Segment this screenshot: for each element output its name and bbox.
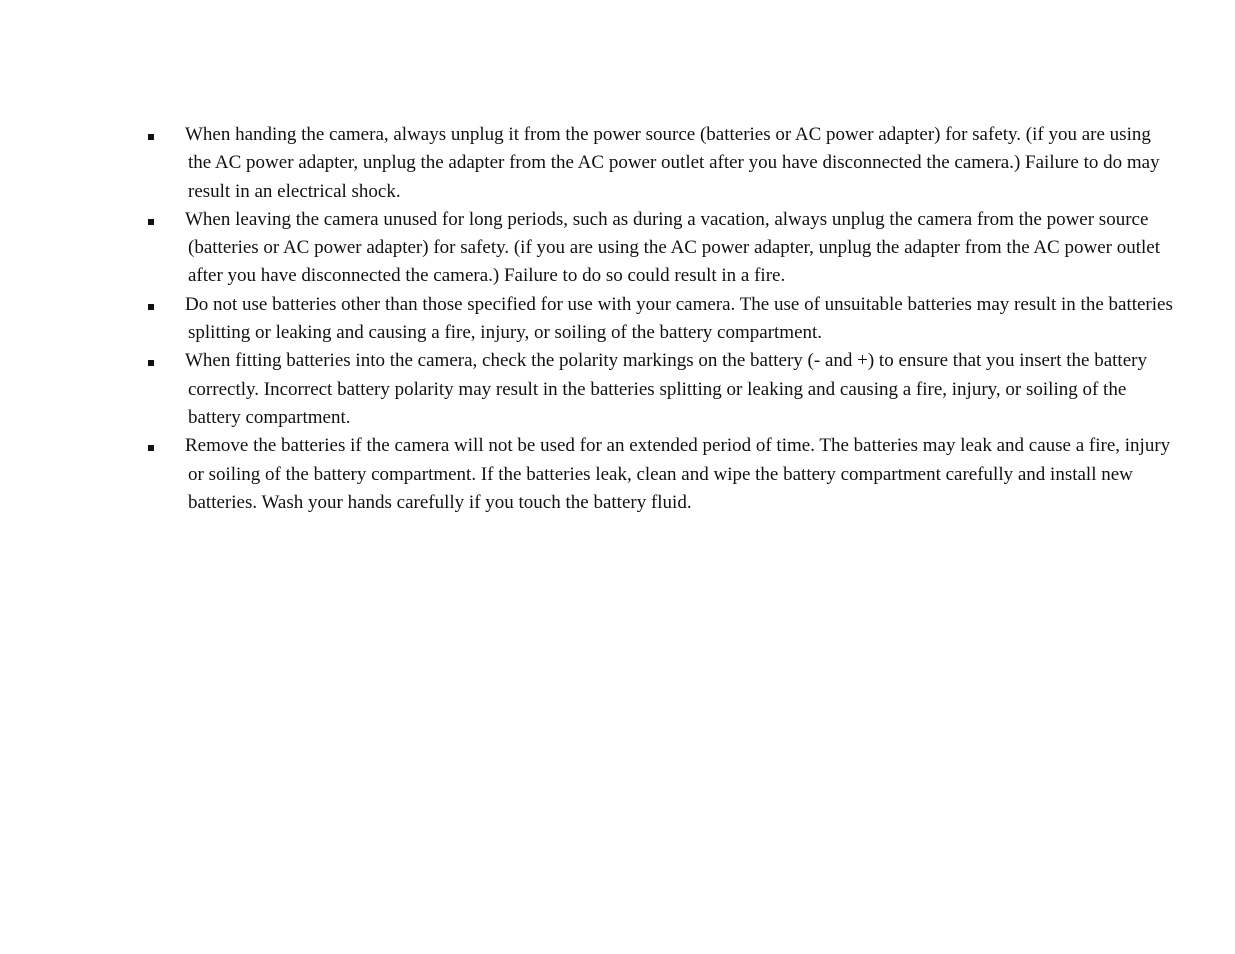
safety-notes-list bbox=[148, 121, 1178, 517]
safety-note-text: Remove the batteries if the camera will not be used for an extended period of time. The batteries may leak and cause a fire, injury or soiling of the battery compartment. If the batteries leak, clean and wipe the battery compartment carefully and install new batteries. Wash your hands carefully if you touch the battery fluid. bbox=[185, 435, 1171, 513]
safety-note-text: When fitting batteries into the camera, check the polarity markings on the battery (- and +) to ensure that you insert the battery correctly. Incorrect battery polarity may result in the batteries splitting or leaking and causing a fire, injury, or soiling of the battery compartment. bbox=[185, 350, 1147, 428]
safety-note-item bbox=[148, 291, 1178, 348]
safety-note-item bbox=[148, 206, 1178, 291]
safety-note-item bbox=[148, 347, 1178, 432]
square-bullet-icon bbox=[148, 134, 154, 140]
safety-note-item bbox=[148, 121, 1178, 206]
safety-note-text: When leaving the camera unused for long periods, such as during a vacation, always unplug the camera from the power source (batteries or AC power adapter) for safety. (if you are using the AC power adapter, unplug the adapter from the AC power outlet after you have disconnected the camera.) Failure to do so could result in a fire. bbox=[185, 208, 1160, 287]
safety-note-item bbox=[148, 432, 1178, 517]
square-bullet-icon bbox=[148, 219, 154, 225]
square-bullet-icon bbox=[148, 360, 154, 366]
square-bullet-icon bbox=[148, 304, 154, 310]
safety-note-text: Do not use batteries other than those specified for use with your camera. The use of unsuitable batteries may result in the batteries splitting or leaking and causing a fire, injury, or soiling of the battery compartment. bbox=[185, 293, 1173, 344]
square-bullet-icon bbox=[148, 445, 154, 451]
safety-note-text: When handing the camera, always unplug it from the power source (batteries or AC power adapter) for safety. (if you are using the AC power adapter, unplug the adapter from the AC power outlet after you have disconnected the camera.) Failure to do may result in an electrical shock. bbox=[185, 124, 1160, 202]
